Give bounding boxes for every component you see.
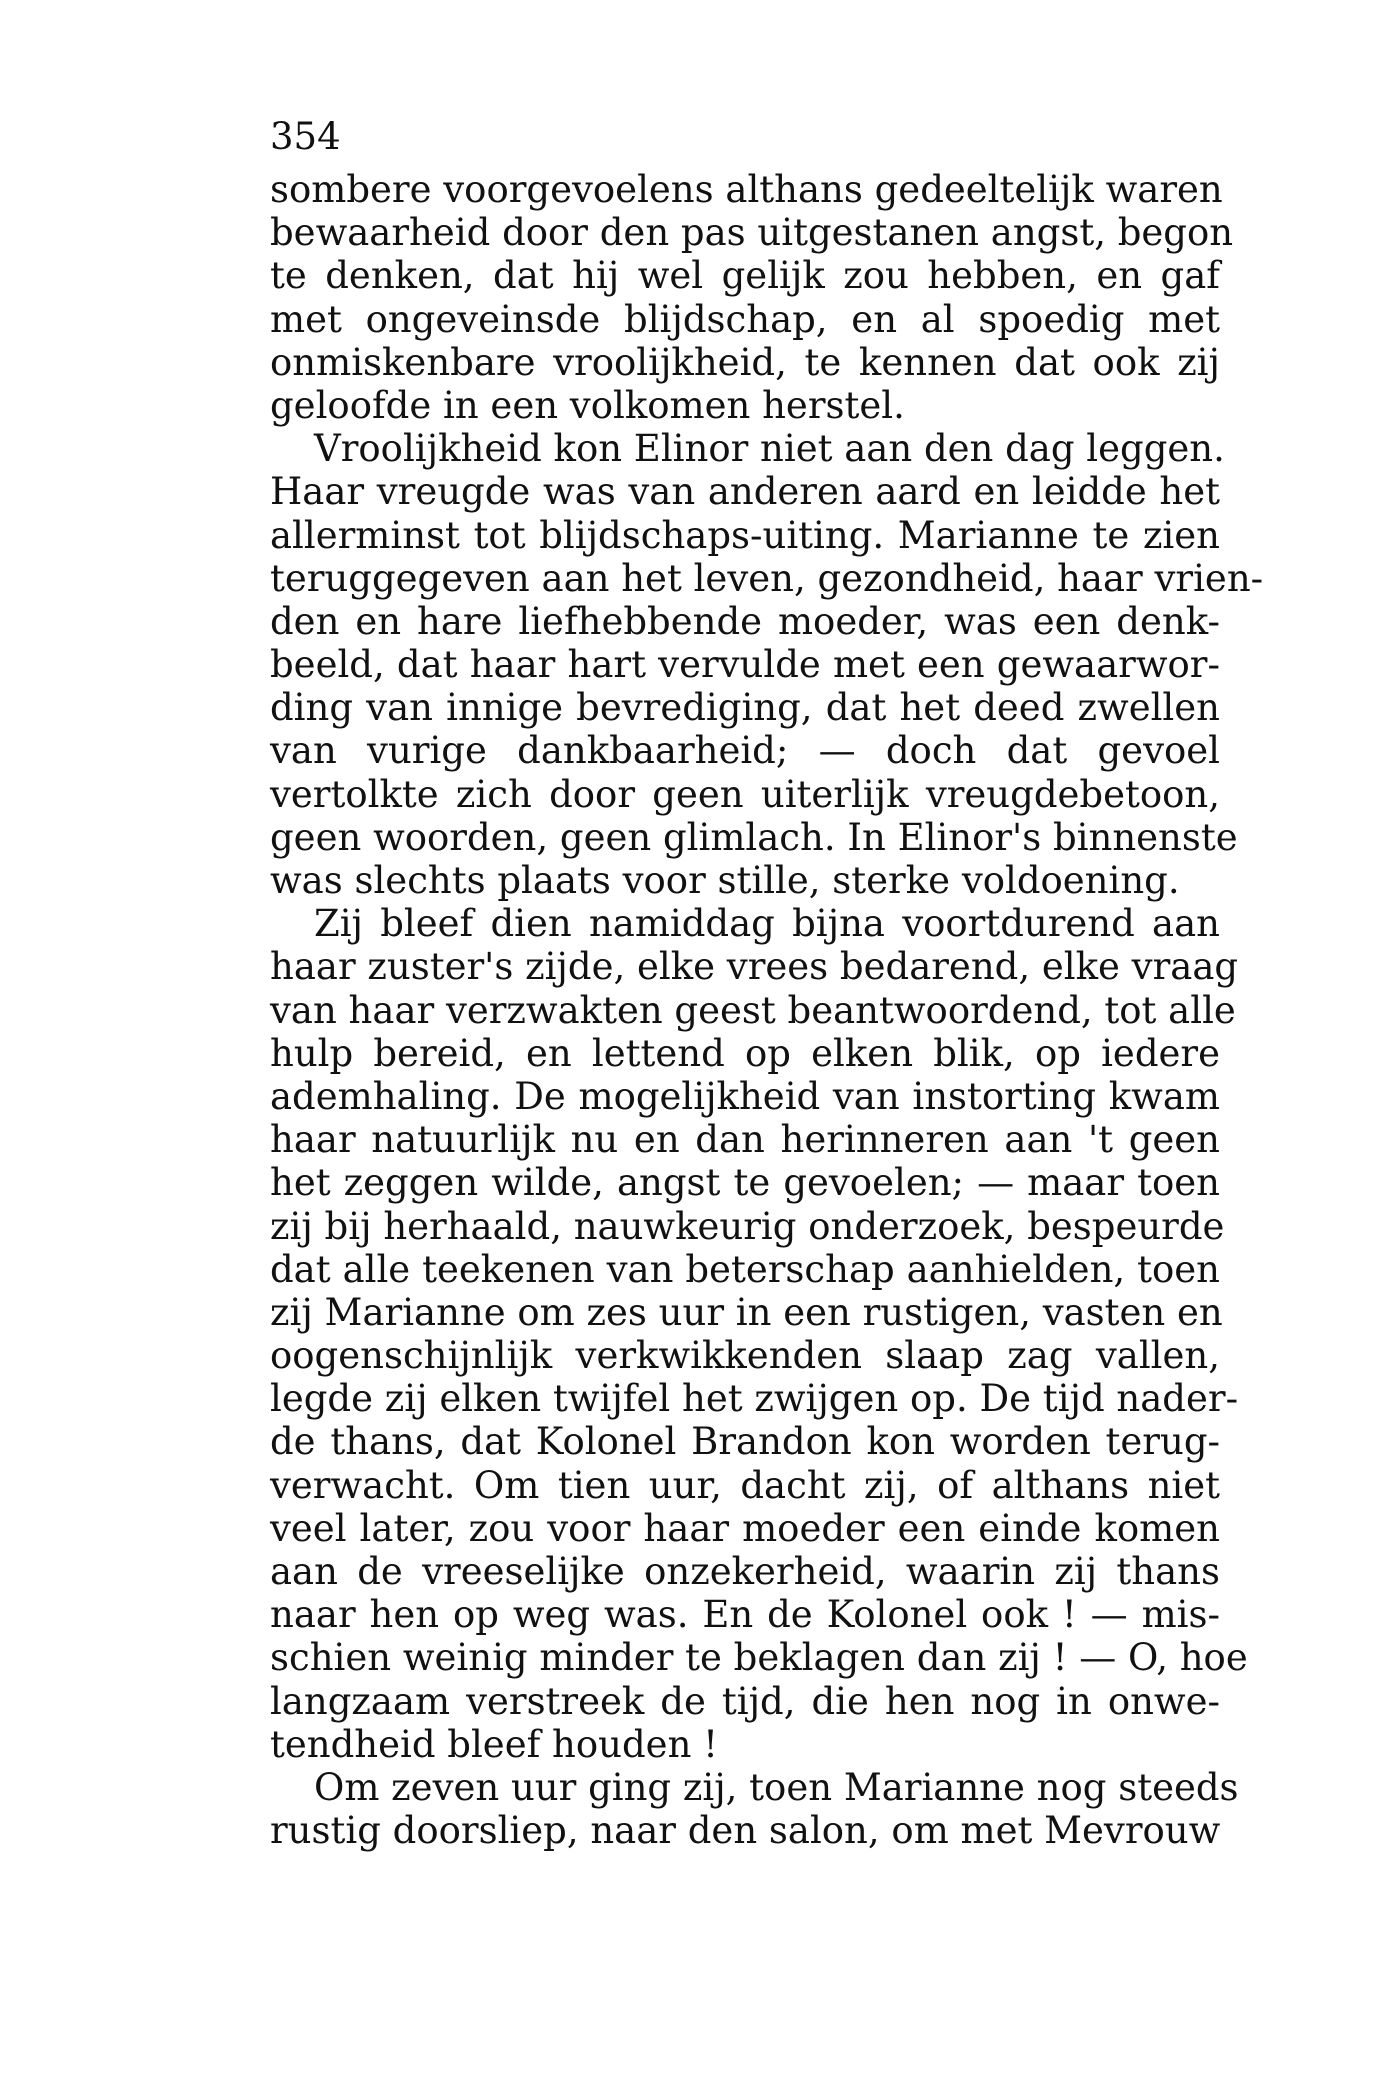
text-line: het zeggen wilde, angst te gevoelen; — maar toen [270, 1161, 1220, 1205]
text-line: ding van innige bevrediging, dat het deed zwellen [270, 686, 1220, 730]
text-line: van vurige dankbaarheid; — doch dat gevoel [270, 729, 1220, 773]
text-line: de thans, dat Kolonel Brandon kon worden terug- [270, 1420, 1220, 1464]
text-line: rustig doorsliep, naar den salon, om met Mevrouw [270, 1809, 1221, 1853]
paragraph-first-line: Om zeven uur ging zij, toen Marianne nog steeds [314, 1765, 1239, 1809]
text-line: dat alle teekenen van beterschap aanhielden, toen [270, 1247, 1220, 1291]
paragraph-first-line: Zij bleef dien namiddag bijna voortdurend aan [314, 902, 1220, 946]
text-line: bewaarheid door den pas uitgestanen angst, begon [270, 211, 1234, 255]
text-line: beeld, dat haar hart vervulde met een gewaarwor- [270, 643, 1220, 687]
text-line: den en hare liefhebbende moeder, was een denk- [270, 599, 1220, 643]
text-line: geen woorden, geen glimlach. In Elinor's binnenste [270, 815, 1238, 859]
text-line: haar zuster's zijde, elke vrees bedarend, elke vraag [270, 945, 1239, 989]
text-line: langzaam verstreek de tijd, die hen nog in onwe- [270, 1679, 1220, 1723]
paragraph-first-line: Vroolijkheid kon Elinor niet aan den dag leggen. [314, 427, 1225, 471]
page-number: 354 [270, 115, 341, 158]
text-line: teruggegeven aan het leven, gezondheid, haar vrien- [270, 556, 1264, 600]
text-line: naar hen op weg was. En de Kolonel ook ! — mis- [270, 1593, 1220, 1637]
text-line: haar natuurlijk nu en dan herinneren aan 't geen [270, 1118, 1220, 1162]
text-line: oogenschijnlijk verkwikkenden slaap zag vallen, [270, 1334, 1220, 1378]
text-line: zij bij herhaald, nauwkeurig onderzoek, bespeurde [270, 1204, 1225, 1248]
text-line: van haar verzwakten geest beantwoordend, tot alle [270, 988, 1236, 1032]
text-line: allerminst tot blijdschaps-uiting. Marianne te zien [270, 513, 1220, 557]
text-line: geloofde in een volkomen herstel. [270, 383, 905, 427]
text-line: te denken, dat hij wel gelijk zou hebben, en gaf [270, 254, 1220, 298]
text-line: veel later, zou voor haar moeder een einde komen [270, 1506, 1220, 1550]
body-text [270, 168, 1264, 1853]
text-line: verwacht. Om tien uur, dacht zij, of althans niet [270, 1463, 1220, 1507]
text-line: onmiskenbare vroolijkheid, te kennen dat ook zij [270, 340, 1220, 384]
text-line: legde zij elken twijfel het zwijgen op. De tijd nader- [270, 1377, 1239, 1421]
text-line: tendheid bleef houden ! [270, 1722, 719, 1766]
text-line: sombere voorgevoelens althans gedeeltelijk waren [270, 168, 1223, 211]
text-line: hulp bereid, en lettend op elken blik, op iedere [270, 1031, 1220, 1075]
text-line: was slechts plaats voor stille, sterke voldoening. [270, 859, 1180, 902]
text-line: vertolkte zich door geen uiterlijk vreugdebetoon, [270, 772, 1220, 816]
text-line: met ongeveinsde blijdschap, en al spoedig met [270, 297, 1220, 341]
text-line: schien weinig minder te beklagen dan zij ! — O, hoe [270, 1636, 1248, 1680]
text-line: zij Marianne om zes uur in een rustigen, vasten en [270, 1290, 1223, 1334]
text-line: ademhaling. De mogelijkheid van instorting kwam [270, 1074, 1220, 1118]
text-line: aan de vreeselijke onzekerheid, waarin zij thans [270, 1550, 1220, 1593]
text-line: Haar vreugde was van anderen aard en leidde het [270, 470, 1220, 514]
